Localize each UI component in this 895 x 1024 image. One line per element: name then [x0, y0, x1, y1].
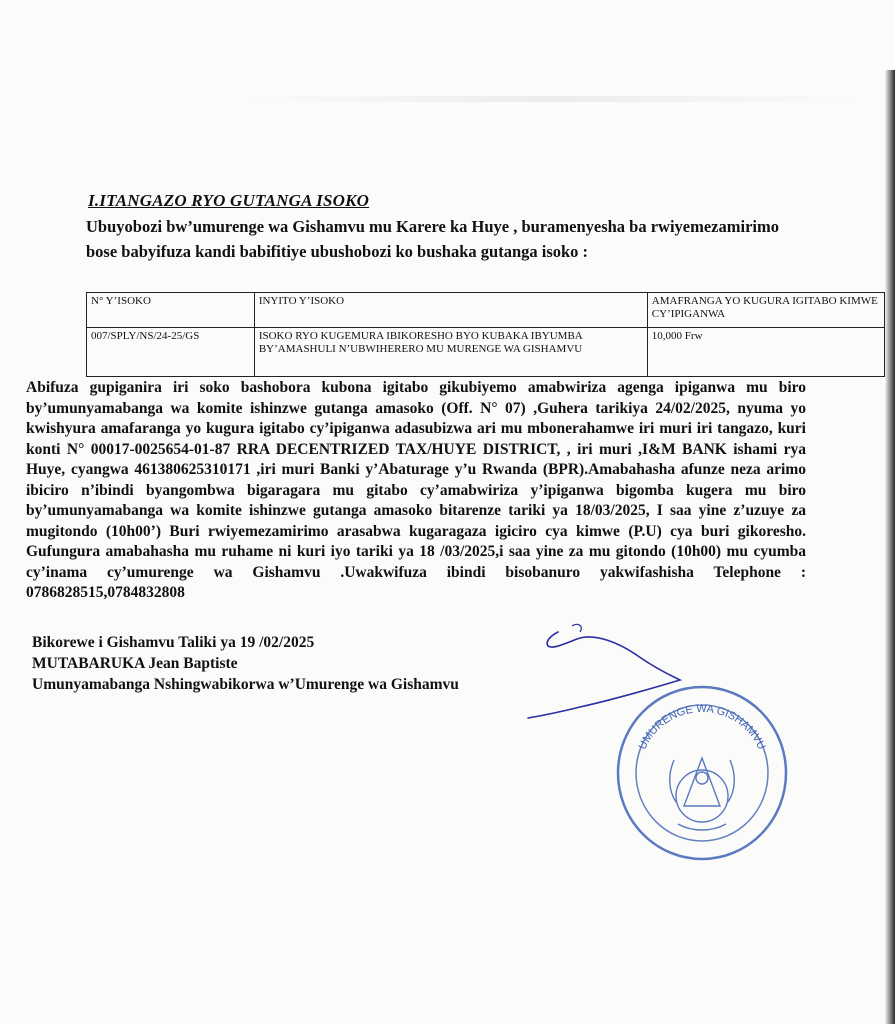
notice-intro: Ubuyobozi bw’umurenge wa Gishamvu mu Karere ka Huye , buramenyesha ba rwiyemezamirimo bose babyifuza kandi babifitiye ubushobozi ko bushaka gutanga isoko :	[86, 217, 779, 261]
table-header-row	[87, 293, 885, 328]
signatory-role: Umunyamabanga Nshingwabikorwa w’Umurenge wa Gishamvu	[32, 676, 459, 693]
header-tender-number: N° Y’ISOKO	[87, 293, 255, 328]
cell-tender-title: ISOKO RYO KUGEMURA IBIKORESHO BYO KUBAKA IBYUMBA BY’AMASHULI N’UBWIHERERO MU MURENGE WA GISHAMVU	[254, 328, 647, 377]
stamp-text: UMURENGE WA GISHAMVU	[636, 702, 768, 752]
notice-title: I.ITANGAZO RYO GUTANGA ISOKO	[88, 191, 370, 210]
cell-bid-document-price: 10,000 Frw	[647, 328, 884, 377]
signoff-date: Bikorewe i Gishamvu Taliki ya 19 /02/2025	[32, 634, 315, 651]
official-stamp	[612, 678, 792, 863]
tender-table	[86, 292, 885, 377]
coat-of-arms-icon	[670, 758, 735, 830]
header-tender-title: INYITO Y’ISOKO	[254, 293, 647, 328]
signoff-block	[32, 632, 592, 695]
signatory-name: MUTABARUKA Jean Baptiste	[32, 655, 238, 672]
table-row	[87, 328, 885, 377]
header-bid-document-price: AMAFRANGA YO KUGURA IGITABO KIMWE CY’IPIGANWA	[647, 293, 884, 328]
bleed-through-line	[240, 96, 860, 102]
cell-tender-number: 007/SPLY/NS/24-25/GS	[87, 328, 255, 377]
page-edge-shadow	[885, 70, 895, 1024]
notice-body: Abifuza gupiganira iri soko bashobora kubona igitabo gikubiyemo amabwiriza agenga ipiganwa mu biro by’umunyamabanga wa komite ishinzwe gutanga amasoko (Off. N° 07) ,Guhera tarikiya 24/02/2025, nyuma yo kwishyura amafaranga yo kugura igitabo cy’ipiganwa adasubizwa ari mu mbonerahamwe iri muri iri tangazo, kuri konti N° 00017-0025654-01-87 RRA DECENTRIZED TAX/HUYE DISTRICT, , iri muri ,I&M BANK ishami rya Huye, cyangwa 461380625310171 ,iri muri Banki y’Abaturage y’u Rwanda (BPR).Amabahasha afunze neza arimo ibiciro n’ibindi byangombwa bigaragara mu gitabo cy’amabwiriza y’ipiganwa bigomba kugera mu biro by’umunyamabanga wa komite ishinzwe gutanga amasoko bitarenze tariki ya 18/03/2025, I saa yine z’uzuye za mugitondo (10h00’) Buri rwiyemezamirimo arasabwa kugaragaza igiciro cya kimwe (P.U) cya buri gikoresho. Gufungura amabahasha mu ruhame ni kuri iyo tariki ya 18 /03/2025,i saa yine za mu gitondo (10h00) mu cyumba cy’inama cy’umurenge wa Gishamvu .Uwakwifuza ibindi bisobanuro yakwifashisha Telephone : 0786828515,0784832808	[26, 379, 806, 601]
